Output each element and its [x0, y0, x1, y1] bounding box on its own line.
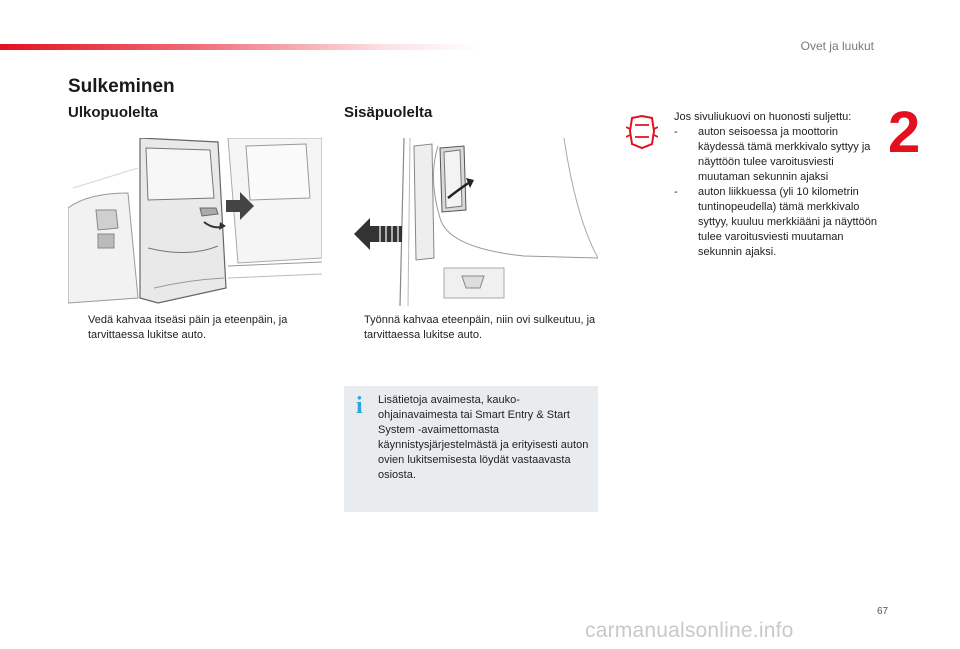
inside-door-illustration — [344, 138, 598, 306]
warning-item-text: auton liikkuessa (yli 10 kilometrin tuntinopeudella) tämä merkkivalo syttyy, kuuluu merkkiääni ja näyttöön tulee varoitusviesti muutaman sekunnin ajaksi. — [698, 186, 877, 258]
warning-item-text: auton seisoessa ja moottorin käydessä tämä merkkivalo syttyy ja näyttöön tulee varoitusviesti muutaman sekunnin ajaksi — [698, 126, 871, 183]
header-red-bar — [0, 44, 480, 50]
info-box — [344, 386, 598, 512]
section-title: Ovet ja luukut — [800, 39, 874, 53]
warning-text-block — [674, 110, 884, 260]
outside-step-text: Vedä kahvaa itseäsi päin ja eteenpäin, ja tarvittaessa lukitse auto. — [88, 314, 288, 341]
watermark: carmanualsonline.info — [585, 619, 794, 642]
page-number: 67 — [877, 606, 889, 617]
warning-intro: Jos sivuliukuovi on huonosti suljettu: — [674, 111, 852, 123]
heading-inside: Sisäpuolelta — [344, 104, 433, 121]
outside-step — [68, 313, 322, 343]
door-open-warning-icon — [626, 113, 658, 151]
chapter-number: 2 — [888, 100, 921, 165]
heading-outside: Ulkopuolelta — [68, 104, 159, 121]
info-icon: i — [356, 393, 363, 419]
outside-door-illustration — [68, 138, 322, 306]
inside-step — [344, 313, 598, 343]
inside-step-text: Työnnä kahvaa eteenpäin, niin ovi sulkeutuu, ja tarvittaessa lukitse auto. — [364, 314, 596, 341]
info-text: Lisätietoja avaimesta, kauko-ohjainavaimesta tai Smart Entry & Start System -avaimettomasta käynnistysjärjestelmästä ja erityisesti auton ovien lukitsemisesta löydät vastaavasta osiosta. — [378, 394, 589, 481]
page-title: Sulkeminen — [68, 76, 175, 97]
list-dash: - — [674, 126, 678, 138]
warning-item — [674, 125, 884, 185]
list-dash: - — [674, 186, 678, 198]
warning-item — [674, 185, 884, 260]
